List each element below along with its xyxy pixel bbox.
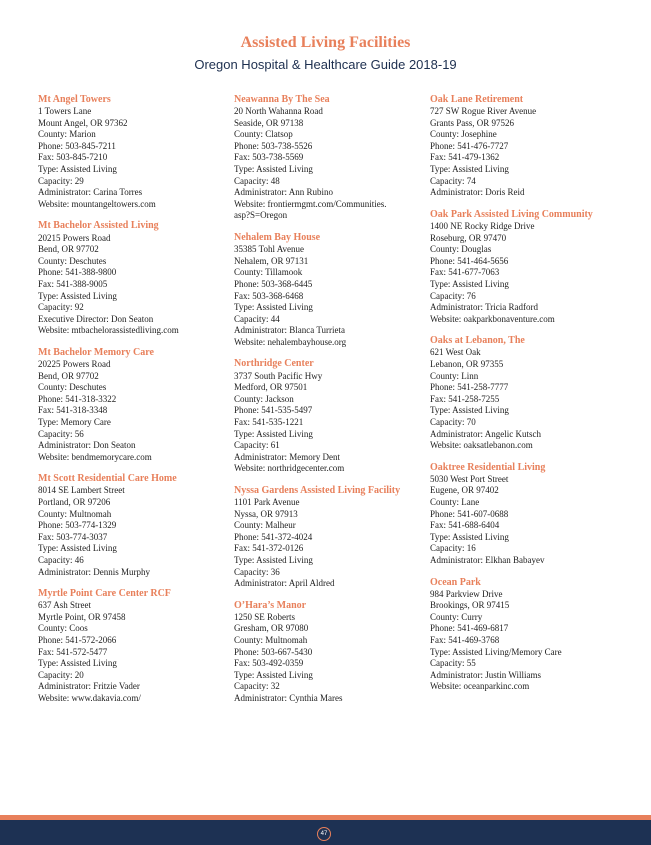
- facility-entry: [430, 462, 610, 567]
- facility-type: Type: Assisted Living: [430, 164, 509, 175]
- facility-fax: Fax: 503-368-6468: [234, 290, 304, 301]
- facility-county: County: Malheur: [234, 520, 296, 531]
- facility-county: County: Clatsop: [234, 129, 293, 140]
- page-number: 47: [317, 827, 331, 841]
- facility-name: Oaktree Residential Living: [430, 461, 546, 473]
- facility-phone: Phone: 541-388-9800: [38, 267, 117, 278]
- facility-name: O’Hara’s Manor: [234, 599, 307, 611]
- facility-website: Website: frontiermgmt.com/Communities.: [234, 198, 387, 209]
- facility-entry: [38, 473, 218, 578]
- facility-phone: Phone: 503-667-5430: [234, 646, 313, 657]
- facility-website: Website: oaksatlebanon.com: [430, 440, 533, 451]
- facility-entry: [430, 209, 610, 325]
- facility-type: Type: Assisted Living: [234, 302, 313, 313]
- facility-name: Mt Bachelor Memory Care: [38, 346, 154, 358]
- facility-fax: Fax: 541-677-7063: [430, 267, 500, 278]
- facility-type: Type: Assisted Living: [234, 428, 313, 439]
- facility-administrator: Executive Director: Don Seaton: [38, 313, 154, 324]
- facility-capacity: Capacity: 55: [430, 658, 476, 669]
- facility-phone: Phone: 503-845-7211: [38, 140, 116, 151]
- facility-name: Mt Bachelor Assisted Living: [38, 220, 159, 232]
- facility-fax: Fax: 541-318-3348: [38, 405, 108, 416]
- facility-type: Type: Assisted Living: [38, 164, 117, 175]
- facility-capacity: Capacity: 92: [38, 302, 84, 313]
- facility-county: County: Jackson: [234, 393, 294, 404]
- facility-capacity: Capacity: 48: [234, 175, 280, 186]
- facility-entry: [234, 600, 414, 705]
- facility-administrator: Administrator: Don Seaton: [38, 440, 136, 451]
- facility-street-address: 1 Towers Lane: [38, 106, 92, 117]
- facility-administrator: Administrator: April Aldred: [234, 578, 335, 589]
- facility-county: County: Marion: [38, 129, 96, 140]
- facility-administrator: Administrator: Blanca Turrieta: [234, 325, 345, 336]
- facility-county: County: Linn: [430, 370, 479, 381]
- facility-entry: [38, 588, 218, 704]
- facility-fax: Fax: 503-738-5569: [234, 152, 304, 163]
- facility-capacity: Capacity: 61: [234, 440, 280, 451]
- facility-street-address: 637 Ash Street: [38, 600, 91, 611]
- facility-fax: Fax: 541-258-7255: [430, 393, 500, 404]
- facility-capacity: Capacity: 70: [430, 416, 476, 427]
- facility-fax: Fax: 541-535-1221: [234, 416, 304, 427]
- facility-website: Website: northridgecenter.com: [234, 463, 345, 474]
- facility-county: County: Multnomah: [38, 508, 112, 519]
- facility-fax: Fax: 541-572-5477: [38, 646, 108, 657]
- facility-city-state-zip: Bend, OR 97702: [38, 244, 99, 255]
- facility-type: Type: Assisted Living: [430, 405, 509, 416]
- facility-phone: Phone: 541-258-7777: [430, 382, 509, 393]
- facility-entry: [430, 577, 610, 693]
- facility-county: County: Tillamook: [234, 267, 303, 278]
- facility-capacity: Capacity: 76: [430, 290, 476, 301]
- facility-administrator: Administrator: Doris Reid: [430, 187, 525, 198]
- facility-capacity: Capacity: 29: [38, 175, 84, 186]
- facility-county: County: Coos: [38, 623, 88, 634]
- facility-website: Website: oakparkbonaventure.com: [430, 313, 555, 324]
- facility-city-state-zip: Roseburg, OR 97470: [430, 232, 507, 243]
- facility-entry: [234, 358, 414, 474]
- facility-fax: Fax: 503-845-7210: [38, 152, 108, 163]
- facility-capacity: Capacity: 74: [430, 175, 476, 186]
- facility-city-state-zip: Myrtle Point, OR 97458: [38, 611, 126, 622]
- facility-street-address: 20 North Wahanna Road: [234, 106, 323, 117]
- facility-phone: Phone: 541-372-4024: [234, 531, 313, 542]
- facility-street-address: 20225 Powers Road: [38, 358, 111, 369]
- facility-type: Type: Assisted Living: [38, 658, 117, 669]
- facility-capacity: Capacity: 56: [38, 428, 84, 439]
- facility-type: Type: Assisted Living: [234, 164, 313, 175]
- facility-phone: Phone: 541-607-0688: [430, 508, 509, 519]
- facility-street-address: 35385 Tohl Avenue: [234, 244, 305, 255]
- facility-city-state-zip: Brookings, OR 97415: [430, 600, 510, 611]
- facility-type: Type: Memory Care: [38, 416, 111, 427]
- facility-city-state-zip: Lebanon, OR 97355: [430, 358, 504, 369]
- facility-city-state-zip: Eugene, OR 97402: [430, 485, 499, 496]
- facility-city-state-zip: Bend, OR 97702: [38, 370, 99, 381]
- facility-city-state-zip: Gresham, OR 97080: [234, 623, 309, 634]
- facility-name: Nehalem Bay House: [234, 232, 321, 244]
- facility-entry: [430, 94, 610, 199]
- facility-phone: Phone: 541-464-5656: [430, 255, 509, 266]
- facility-name: Nyssa Gardens Assisted Living Facility: [234, 484, 401, 496]
- facility-type: Type: Assisted Living: [430, 278, 509, 289]
- directory-column-3: [430, 94, 610, 703]
- facility-city-state-zip: Seaside, OR 97138: [234, 117, 304, 128]
- facility-street-address: 5030 West Port Street: [430, 473, 509, 484]
- facility-city-state-zip: Medford, OR 97501: [234, 382, 308, 393]
- facility-website: Website: mtbachelorassistedliving.com: [38, 325, 179, 336]
- facility-street-address: 1250 SE Roberts: [234, 611, 296, 622]
- facility-type: Type: Assisted Living: [38, 290, 117, 301]
- facility-type: Type: Assisted Living: [234, 669, 313, 680]
- facility-phone: Phone: 503-368-6445: [234, 278, 313, 289]
- facility-type: Type: Assisted Living: [430, 531, 509, 542]
- facility-county: County: Deschutes: [38, 382, 107, 393]
- facility-city-state-zip: Mount Angel, OR 97362: [38, 117, 128, 128]
- facility-fax: Fax: 541-372-0126: [234, 543, 304, 554]
- facility-entry: [430, 335, 610, 451]
- facility-street-address: 1400 NE Rocky Ridge Drive: [430, 220, 535, 231]
- facility-detail: asp?S=Oregon: [234, 210, 288, 221]
- facility-capacity: Capacity: 32: [234, 681, 280, 692]
- facility-street-address: 727 SW Rogue River Avenue: [430, 106, 537, 117]
- facility-name: Oak Park Assisted Living Community: [430, 208, 593, 220]
- facility-entry: [38, 347, 218, 463]
- facility-name: Mt Angel Towers: [38, 94, 111, 105]
- directory-column-1: [38, 94, 218, 715]
- facility-county: County: Douglas: [430, 244, 492, 255]
- facility-type: Type: Assisted Living/Memory Care: [430, 646, 562, 657]
- facility-entry: [234, 94, 414, 222]
- facility-city-state-zip: Nehalem, OR 97131: [234, 255, 309, 266]
- facility-name: Mt Scott Residential Care Home: [38, 473, 177, 485]
- facility-capacity: Capacity: 46: [38, 554, 84, 565]
- facility-fax: Fax: 503-492-0359: [234, 658, 304, 669]
- facility-street-address: 20215 Powers Road: [38, 232, 111, 243]
- facility-street-address: 1101 Park Avenue: [234, 497, 300, 507]
- facility-type: Type: Assisted Living: [38, 543, 117, 554]
- facility-fax: Fax: 503-774-3037: [38, 531, 108, 542]
- facility-phone: Phone: 541-476-7727: [430, 140, 509, 151]
- facility-name: Myrtle Point Care Center RCF: [38, 588, 171, 600]
- facility-county: County: Curry: [430, 611, 483, 622]
- facility-county: County: Josephine: [430, 129, 497, 140]
- facility-capacity: Capacity: 36: [234, 566, 280, 577]
- facility-street-address: 984 Parkview Drive: [430, 588, 503, 599]
- facility-website: Website: nehalembayhouse.org: [234, 336, 347, 347]
- facility-phone: Phone: 541-572-2066: [38, 635, 117, 646]
- facility-administrator: Administrator: Cynthia Mares: [234, 693, 343, 703]
- facility-fax: Fax: 541-388-9005: [38, 278, 108, 289]
- facility-county: County: Lane: [430, 497, 480, 507]
- facility-administrator: Administrator: Memory Dent: [234, 451, 340, 462]
- facility-phone: Phone: 541-535-5497: [234, 405, 313, 416]
- facility-name: Oak Lane Retirement: [430, 94, 524, 105]
- facility-website: Website: oceanparkinc.com: [430, 681, 530, 692]
- facility-street-address: 8014 SE Lambert Street: [38, 485, 125, 496]
- facility-name: Northridge Center: [234, 358, 314, 370]
- facility-street-address: 3737 South Pacific Hwy: [234, 370, 323, 381]
- facility-administrator: Administrator: Justin Williams: [430, 669, 541, 680]
- facility-street-address: 621 West Oak: [430, 347, 481, 358]
- facility-administrator: Administrator: Ann Rubino: [234, 187, 333, 198]
- facility-city-state-zip: Portland, OR 97206: [38, 497, 111, 507]
- facility-administrator: Administrator: Fritzie Vader: [38, 681, 140, 692]
- page-subtitle: Oregon Hospital & Healthcare Guide 2018-19: [194, 57, 457, 72]
- facility-phone: Phone: 541-469-6817: [430, 623, 509, 634]
- facility-administrator: Administrator: Dennis Murphy: [38, 566, 150, 577]
- facility-type: Type: Assisted Living: [234, 554, 313, 565]
- facility-city-state-zip: Grants Pass, OR 97526: [430, 117, 515, 128]
- facility-administrator: Administrator: Angelic Kutsch: [430, 428, 541, 439]
- facility-county: County: Multnomah: [234, 635, 308, 646]
- facility-capacity: Capacity: 44: [234, 313, 280, 324]
- facility-phone: Phone: 503-738-5526: [234, 140, 313, 151]
- facility-website: Website: www.dakavia.com/: [38, 693, 141, 703]
- facility-website: Website: bendmemorycare.com: [38, 451, 152, 462]
- facility-capacity: Capacity: 20: [38, 669, 84, 680]
- facility-name: Oaks at Lebanon, The: [430, 335, 525, 347]
- directory-column-2: [234, 94, 414, 715]
- facility-entry: [234, 485, 414, 590]
- facility-entry: [38, 220, 218, 336]
- facility-entry: [38, 94, 218, 210]
- facility-phone: Phone: 541-318-3322: [38, 393, 117, 404]
- facility-fax: Fax: 541-479-1362: [430, 152, 500, 163]
- page-header: [0, 33, 651, 75]
- facility-city-state-zip: Nyssa, OR 97913: [234, 508, 298, 519]
- page-title: Assisted Living Facilities: [240, 34, 411, 51]
- facility-administrator: Administrator: Carina Torres: [38, 187, 143, 198]
- facility-fax: Fax: 541-469-3768: [430, 635, 500, 646]
- facility-capacity: Capacity: 16: [430, 543, 476, 554]
- facility-name: Ocean Park: [430, 576, 481, 588]
- facility-administrator: Administrator: Elkhan Babayev: [430, 554, 545, 565]
- facility-phone: Phone: 503-774-1329: [38, 520, 117, 531]
- facility-county: County: Deschutes: [38, 255, 107, 266]
- facility-website: Website: mountangeltowers.com: [38, 198, 156, 209]
- facility-administrator: Administrator: Tricia Radford: [430, 302, 538, 313]
- facility-entry: [234, 232, 414, 348]
- facility-fax: Fax: 541-688-6404: [430, 520, 500, 531]
- facility-name: Neawanna By The Sea: [234, 94, 330, 105]
